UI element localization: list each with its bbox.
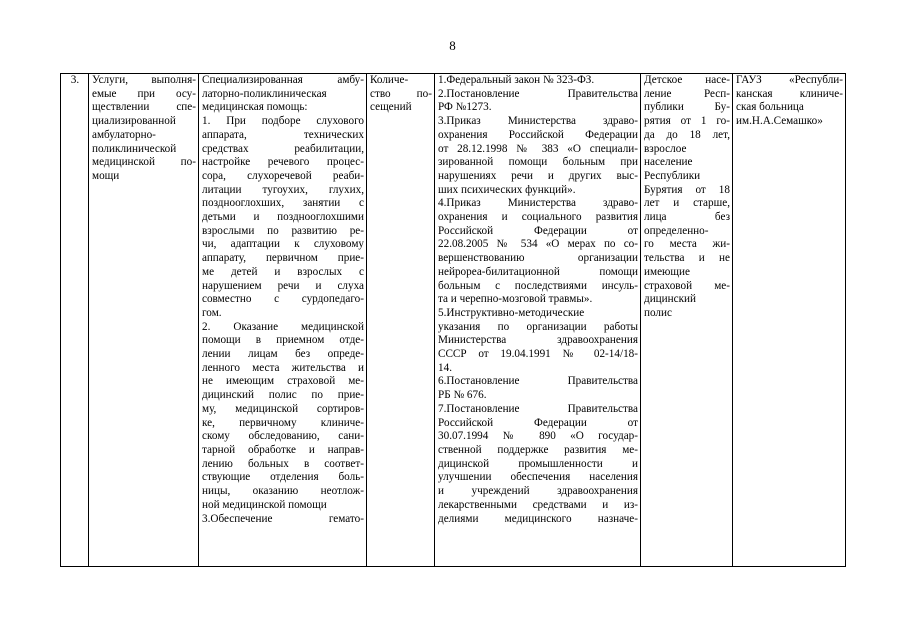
text-line: циализированной bbox=[92, 115, 176, 128]
text-line: лекарственными средствами и из- bbox=[438, 498, 638, 511]
text-line: и учреждений здравоохранения bbox=[438, 485, 638, 498]
text-line: 22.08.2005 № 534 «О мерах по со- bbox=[438, 238, 638, 251]
text-line: 4.Приказ Министерства здраво- bbox=[438, 197, 638, 210]
text-line: ной медицинской помощи bbox=[202, 498, 327, 511]
text-line: амбулаторно- bbox=[92, 128, 156, 141]
text-line: ленного места жительства и bbox=[202, 361, 364, 374]
text-line: Министерства здравоохранения bbox=[438, 334, 638, 347]
unit-of-measure-text bbox=[370, 74, 432, 115]
text-line: определенно- bbox=[644, 224, 709, 237]
recipients-cell bbox=[641, 74, 733, 567]
text-line: вершенствованию организации bbox=[438, 252, 638, 265]
text-line: детьми и позднооглохшими bbox=[202, 211, 364, 224]
text-line: дицинский полис по прие- bbox=[202, 389, 364, 402]
text-line: тарной обработке и направ- bbox=[202, 443, 364, 456]
service-description-cell bbox=[199, 74, 367, 567]
text-line: 2.Постановление Правительства bbox=[438, 87, 638, 100]
text-line: нарушением речи и слуха bbox=[202, 279, 364, 292]
text-line: канская клиниче- bbox=[736, 87, 843, 100]
text-line: полис bbox=[644, 306, 672, 319]
text-line: РБ № 676. bbox=[438, 389, 487, 402]
text-line: охранения Российской Федерации bbox=[438, 128, 638, 141]
text-line: лении лицам без опреде- bbox=[202, 348, 364, 361]
text-line: дицинский bbox=[644, 293, 697, 306]
text-line: 1. При подборе слухового bbox=[202, 115, 364, 128]
text-line: Бурятия от 18 bbox=[644, 183, 730, 196]
text-line: ницы, оказанию неотлож- bbox=[202, 485, 364, 498]
text-line: Специализированная амбу- bbox=[202, 74, 364, 86]
page-number: 8 bbox=[449, 38, 456, 53]
text-line: 7.Постановление Правительства bbox=[438, 402, 638, 415]
text-line: не имеющим страховой ме- bbox=[202, 375, 364, 388]
text-line: аппарату, первичном прие- bbox=[202, 252, 364, 265]
legal-basis-text bbox=[438, 74, 638, 526]
text-line: взрослое bbox=[644, 142, 687, 155]
text-line: указания по организации работы bbox=[438, 320, 638, 333]
text-line: медицинская помощь: bbox=[202, 101, 308, 114]
text-line: делиями медицинского назначе- bbox=[438, 512, 638, 525]
text-line: Количе- bbox=[370, 74, 409, 86]
text-line: 5.Инструктивно-методические bbox=[438, 306, 585, 319]
text-line: та и черепно-мозговой травмы». bbox=[438, 293, 593, 306]
text-line: ление Респ- bbox=[644, 87, 730, 100]
text-line: тельства и не bbox=[644, 252, 730, 265]
text-line: ственной поддержке развития ме- bbox=[438, 443, 638, 456]
text-line: ствующие отделения боль- bbox=[202, 471, 364, 484]
text-line: лению больных в соответ- bbox=[202, 457, 364, 470]
text-line: медицинской по- bbox=[92, 156, 196, 169]
text-line: им.Н.А.Семашко» bbox=[736, 115, 823, 128]
text-line: Услуги, выполня- bbox=[92, 74, 196, 86]
text-line: от 28.12.1998 № 383 «О специали- bbox=[438, 142, 638, 155]
text-line: ГАУЗ «Республи- bbox=[736, 74, 843, 86]
text-line: ство по- bbox=[370, 87, 432, 100]
provider-cell bbox=[733, 74, 846, 567]
text-line: 3.Приказ Министерства здраво- bbox=[438, 115, 638, 128]
text-line: Российской Федерации от bbox=[438, 416, 638, 429]
text-line: мощи bbox=[92, 169, 120, 182]
text-line: нейрореа-билитационной помощи bbox=[438, 265, 638, 278]
text-line: латорно-поликлиническая bbox=[202, 87, 327, 100]
text-line: го места жи- bbox=[644, 238, 730, 251]
text-line: сещений bbox=[370, 101, 412, 114]
row-number: 3. bbox=[70, 74, 80, 86]
text-line: средствах реабилитации, bbox=[202, 142, 364, 155]
service-name-text bbox=[92, 74, 196, 184]
text-line: 1.Федеральный закон № 323-ФЗ. bbox=[438, 74, 595, 86]
text-line: Российской Федерации от bbox=[438, 224, 638, 237]
text-line: позднооглохших, занятии с bbox=[202, 197, 364, 210]
text-line: больным с последствиями инсуль- bbox=[438, 279, 638, 292]
text-line: население bbox=[644, 156, 693, 169]
text-line: 2. Оказание медицинской bbox=[202, 320, 364, 333]
text-line: имеющие bbox=[644, 265, 690, 278]
text-line: да до 18 лет, bbox=[644, 128, 730, 141]
text-line: зированной помощи больным при bbox=[438, 156, 638, 169]
provider-text bbox=[736, 74, 843, 129]
text-line: взрослыми по развитию ре- bbox=[202, 224, 364, 237]
unit-of-measure-cell bbox=[367, 74, 435, 567]
row-number-cell bbox=[61, 74, 89, 567]
text-line: 3.Обеспечение гемато- bbox=[202, 512, 364, 525]
text-line: ке, первичному клиниче- bbox=[202, 416, 364, 429]
table-row bbox=[61, 74, 846, 567]
text-line: РФ №1273. bbox=[438, 101, 492, 114]
services-table bbox=[60, 73, 846, 567]
text-line: помощи в приемном отде- bbox=[202, 334, 364, 347]
text-line: 30.07.1994 № 890 «О государ- bbox=[438, 430, 638, 443]
text-line: улучшении обеспечения населения bbox=[438, 471, 638, 484]
recipients-text bbox=[644, 74, 730, 321]
text-line: литации тугоухих, глухих, bbox=[202, 183, 364, 196]
service-description-text bbox=[202, 74, 364, 526]
text-line: дицинской промышленности и bbox=[438, 457, 638, 470]
text-line: 14. bbox=[438, 361, 452, 374]
text-line: поликлинической bbox=[92, 142, 177, 155]
text-line: совместно с сурдопедаго- bbox=[202, 293, 364, 306]
text-line: страховой ме- bbox=[644, 279, 730, 292]
text-line: сора, слухоречевой реаби- bbox=[202, 169, 364, 182]
text-line: му, медицинской сортиров- bbox=[202, 402, 364, 415]
text-line: ме детей и взрослых с bbox=[202, 265, 364, 278]
legal-basis-cell bbox=[435, 74, 641, 567]
text-line: ская больница bbox=[736, 101, 804, 114]
text-line: Детское насе- bbox=[644, 74, 730, 86]
text-line: рятия от 1 го- bbox=[644, 115, 730, 128]
text-line: емые при осу- bbox=[92, 87, 196, 100]
text-line: Республики bbox=[644, 169, 701, 182]
text-line: гом. bbox=[202, 306, 222, 319]
text-line: лица без bbox=[644, 211, 730, 224]
text-line: настройке речевого процес- bbox=[202, 156, 364, 169]
text-line: охранения и социального развития bbox=[438, 211, 638, 224]
service-name-cell bbox=[89, 74, 199, 567]
text-line: ших психических функций». bbox=[438, 183, 576, 196]
text-line: нарушениях речи и других выс- bbox=[438, 169, 638, 182]
text-line: аппарата, технических bbox=[202, 128, 364, 141]
text-line: скому обследованию, сани- bbox=[202, 430, 364, 443]
text-line: чи, адаптации к слуховому bbox=[202, 238, 364, 251]
text-line: СССР от 19.04.1991 № 02-14/18- bbox=[438, 348, 638, 361]
text-line: 6.Постановление Правительства bbox=[438, 375, 638, 388]
text-line: публики Бу- bbox=[644, 101, 730, 114]
text-line: ществлении спе- bbox=[92, 101, 196, 114]
text-line: лет и старше, bbox=[644, 197, 730, 210]
